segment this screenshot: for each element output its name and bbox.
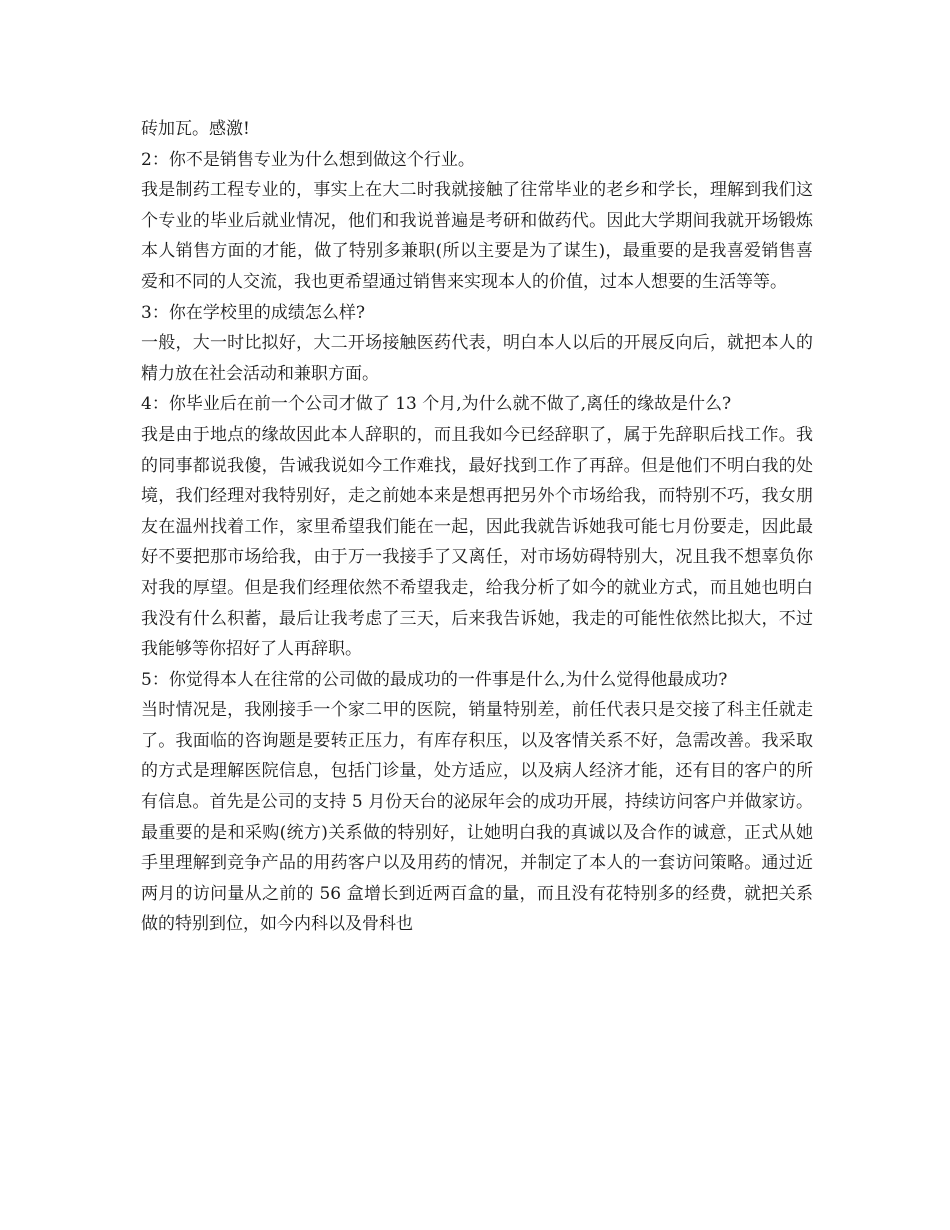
answer-2: 我是制药工程专业的，事实上在大二时我就接触了往常毕业的老乡和学长，理解到我们这个专业的毕业后就业情况，他们和我说普遍是考研和做药代。因此大学期间我就开场锻炼本人销售方面的才能，做了特别多兼职(所以主要是为了谋生)，最重要的是我喜爱销售喜爱和不同的人交流，我也更希望通过销售来实现本人的价值，过本人想要的生活等等。 xyxy=(141,180,813,292)
answer-4: 我是由于地点的缘故因此本人辞职的，而且我如今已经辞职了，属于先辞职后找工作。我的同事都说我傻，告诫我说如今工作难找，最好找到工作了再辞。但是他们不明白我的处境，我们经理对我特别好，走之前她本来是想再把另外个市场给我，而特别不巧，我女朋友在温州找着工作，家里希望我们能在一起，因此我就告诉她我可能七月份要走，因此最好不要把那市场给我，由于万一我接手了又离任，对市场妨碍特别大，况且我不想辜负你对我的厚望。但是我们经理依然不希望我走，给我分析了如今的就业方式，而且她也明白我没有什么积蓄，最后让我考虑了三天，后来我告诉她，我走的可能性依然比拟大，不过我能够等你招好了人再辞职。 xyxy=(141,424,813,660)
answer-3: 一般，大一时比拟好，大二开场接触医药代表，明白本人以后的开展反向后，就把本人的精力放在社会活动和兼职方面。 xyxy=(141,333,813,384)
question-4: 4：你毕业后在前一个公司才做了 13 个月,为什么就不做了,离任的缘故是什么? xyxy=(141,394,732,415)
question-2: 2：你不是销售专业为什么想到做这个行业。 xyxy=(141,149,475,170)
question-5: 5：你觉得本人在往常的公司做的最成功的一件事是什么,为什么觉得他最成功? xyxy=(141,669,728,690)
document-body xyxy=(141,114,813,940)
paragraph-continuation: 砖加瓦。感激! xyxy=(141,119,250,139)
question-3: 3：你在学校里的成绩怎么样? xyxy=(141,302,365,323)
answer-5: 当时情况是，我刚接手一个家二甲的医院，销量特别差，前任代表只是交接了科主任就走了。我面临的咨询题是要转正压力，有库存积压，以及客情关系不好，急需改善。我采取的方式是理解医院信息，包括门诊量，处方适应，以及病人经济才能，还有目的客户的所有信息。首先是公司的支持 5 月份天台的泌尿年会的成功开展，持续访问客户并做家访。最重要的是和采购(统方)关系做的特别好，让她明白我的真诚以及合作的诚意，正式从她手里理解到竞争产品的用药客户以及用药的情况，并制定了本人的一套访问策略。通过近两月的访问量从之前的 56 盒增长到近两百盒的量，而且没有花特别多的经费，就把关系做的特别到位，如今内科以及骨科也 xyxy=(141,700,813,935)
